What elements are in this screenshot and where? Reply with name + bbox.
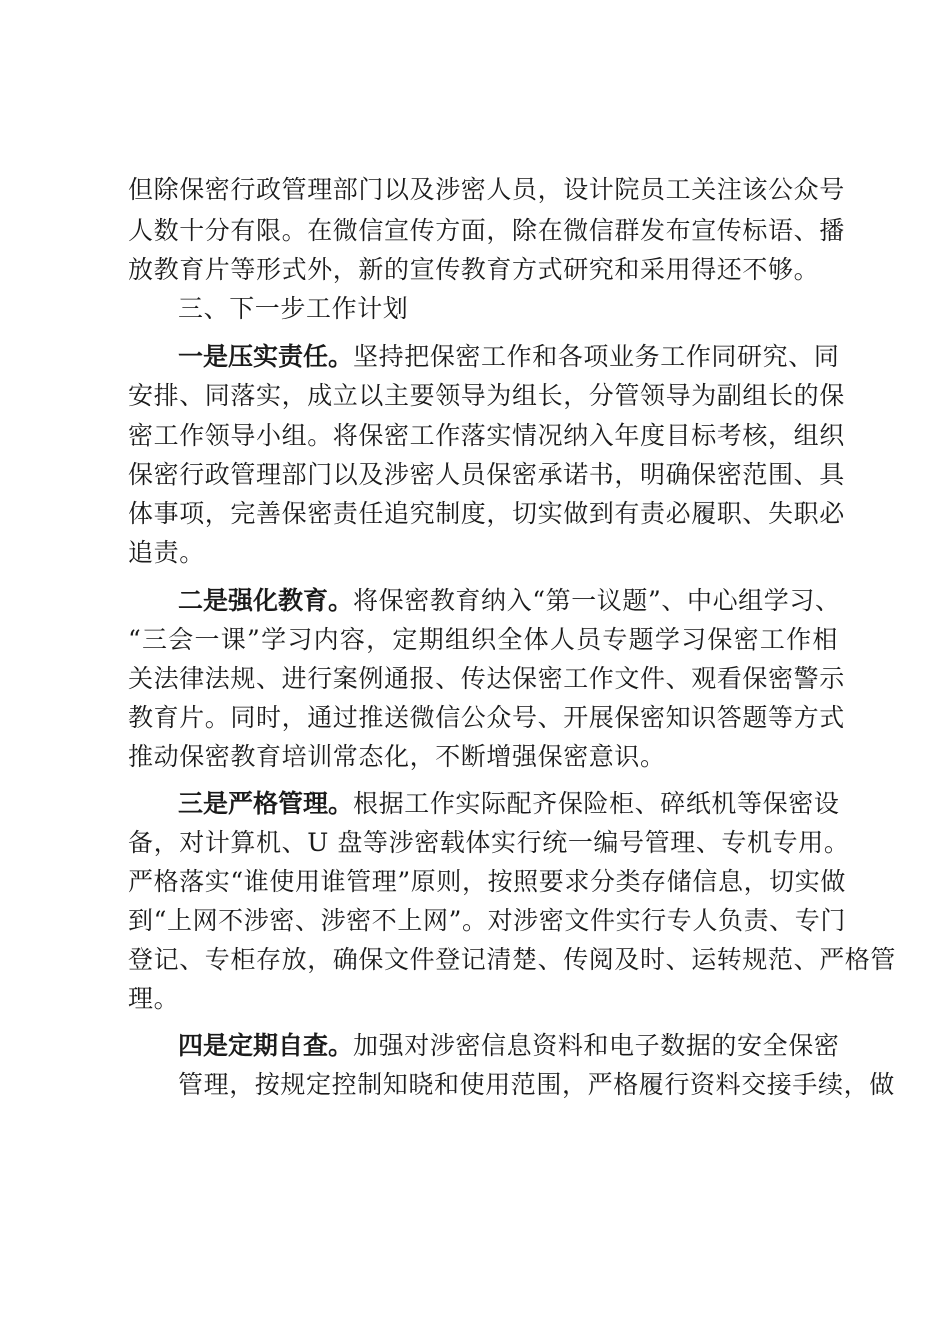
paragraph-3-line-1-text: 根据工作实际配齐保险柜、碎纸机等保密设	[353, 789, 840, 818]
paragraph-1-line-4: 保密行政管理部门以及涉密人员保密承诺书，明确保密范围、具	[128, 460, 845, 489]
paragraph-4-lead: 四是定期自查。	[178, 1031, 354, 1060]
paragraph-2-line-2: “三会一课”学习内容，定期组织全体人员专题学习保密工作相	[128, 625, 838, 654]
intro-line-2: 人数十分有限。在微信宣传方面，除在微信群发布宣传标语、播	[128, 216, 845, 245]
paragraph-2-line-1	[178, 583, 841, 619]
paragraph-4-line-2: 管理，按规定控制知晓和使用范围，严格履行资料交接手续，做	[178, 1070, 895, 1099]
paragraph-1-line-6: 追责。	[128, 538, 205, 567]
paragraph-2-line-1-text: 将保密教育纳入“第一议题”、中心组学习、	[353, 586, 841, 615]
paragraph-4-line-1-text: 加强对涉密信息资料和电子数据的安全保密	[353, 1031, 840, 1060]
paragraph-1-line-5: 体事项，完善保密责任追究制度，切实做到有责必履职、失职必	[128, 499, 845, 528]
paragraph-3-line-4: 到“上网不涉密、涉密不上网”。对涉密文件实行专人负责、专门	[128, 906, 846, 935]
paragraph-2-lead: 二是强化教育。	[178, 586, 354, 615]
paragraph-2-line-3: 关法律法规、进行案例通报、传达保密工作文件、观看保密警示	[128, 664, 845, 693]
paragraph-3-line-3: 严格落实“谁使用谁管理”原则，按照要求分类存储信息，切实做	[128, 867, 846, 896]
section-heading: 三、下一步工作计划	[178, 294, 409, 323]
intro-line-1: 但除保密行政管理部门以及涉密人员，设计院员工关注该公众号	[128, 175, 845, 204]
paragraph-1-line-2: 安排、同落实，成立以主要领导为组长，分管领导为副组长的保	[128, 381, 845, 410]
paragraph-2-line-5: 推动保密教育培训常态化，不断增强保密意识。	[128, 742, 666, 771]
paragraph-1-line-1	[178, 339, 838, 375]
paragraph-2-line-4: 教育片。同时，通过推送微信公众号、开展保密知识答题等方式	[128, 703, 845, 732]
intro-line-3: 放教育片等形式外，新的宣传教育方式研究和采用得还不够。	[128, 255, 820, 284]
paragraph-3-line-1	[178, 786, 838, 822]
paragraph-3-line-2: 备，对计算机、U 盘等涉密载体实行统一编号管理、专机专用。	[128, 828, 850, 857]
paragraph-1-line-1-text: 坚持把保密工作和各项业务工作同研究、同	[353, 342, 840, 371]
paragraph-1-line-3: 密工作领导小组。将保密工作落实情况纳入年度目标考核，组织	[128, 421, 845, 450]
paragraph-4-line-1	[178, 1028, 838, 1064]
paragraph-3-line-5: 登记、专柜存放，确保文件登记清楚、传阅及时、运转规范、严格管	[128, 945, 897, 974]
paragraph-1-lead: 一是压实责任。	[178, 342, 354, 371]
paragraph-3-lead: 三是严格管理。	[178, 789, 354, 818]
paragraph-3-line-6: 理。	[128, 984, 180, 1013]
